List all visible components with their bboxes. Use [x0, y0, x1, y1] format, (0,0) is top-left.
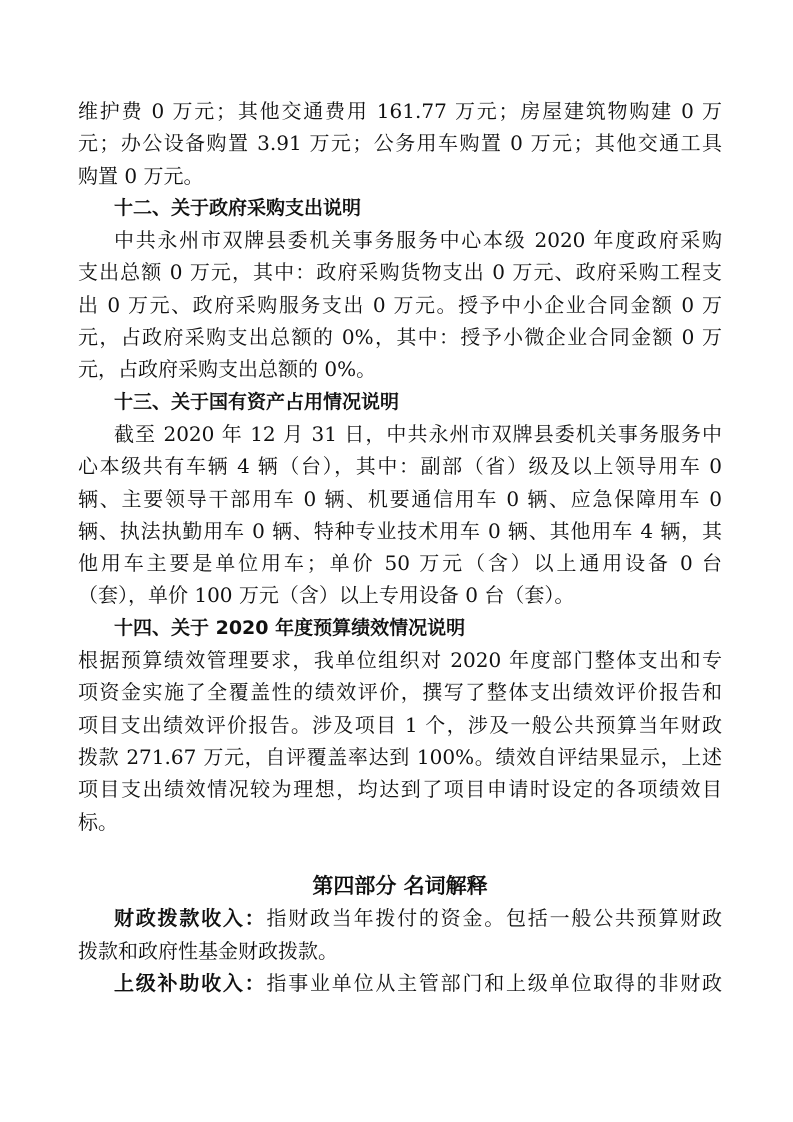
text-line: 项目支出绩效情况较为理想，均达到了项目申请时设定的各项绩效目 — [78, 777, 722, 802]
text-line: 拨款和政府性基金财政拨款。 — [78, 938, 338, 963]
text-line: 购置 0 万元。 — [78, 163, 204, 188]
text-line: 辆、主要领导干部用车 0 辆、机要通信用车 0 辆、应急保障用车 0 — [78, 486, 722, 511]
term-definition — [78, 902, 722, 967]
part-title — [78, 870, 722, 902]
text-line: 辆、执法执勤用车 0 辆、特种专业技术用车 0 辆、其他用车 4 辆，其 — [78, 518, 722, 543]
section-heading — [78, 192, 722, 224]
term-text: 指事业单位从主管部门和上级单位取得的非财政 — [266, 971, 723, 996]
text-line: 截至 2020 年 12 月 31 日，中共永州市双牌县委机关事务服务中 — [114, 421, 722, 446]
term-text: 指财政当年拨付的资金。包括一般公共预算财政 — [266, 906, 723, 931]
paragraph — [78, 95, 722, 192]
text-line: 他用车主要是单位用车；单价 50 万元（含）以上通用设备 0 台 — [78, 551, 722, 576]
text-line: 十二、关于政府采购支出说明 — [114, 196, 362, 219]
paragraph — [78, 644, 722, 838]
text-line: 元，占政府采购支出总额的 0%，其中：授予小微企业合同金额 0 万 — [78, 325, 722, 350]
term-label: 上级补助收入： — [114, 971, 267, 996]
text-line: 十三、关于国有资产占用情况说明 — [114, 390, 400, 413]
text-line: 元；办公设备购置 3.91 万元；公务用车购置 0 万元；其他交通工具 — [78, 131, 722, 156]
text-line: 第四部分 名词解释 — [312, 874, 488, 899]
text-line: 出 0 万元、政府采购服务支出 0 万元。授予中小企业合同金额 0 万 — [78, 292, 722, 317]
blank-line — [78, 838, 722, 870]
text-line: 中共永州市双牌县委机关事务服务中心本级 2020 年度政府采购 — [114, 228, 722, 253]
text-line: 拨款 271.67 万元，自评覆盖率达到 100%。绩效自评结果显示，上述 — [78, 744, 722, 769]
paragraph — [78, 224, 722, 385]
term-definition — [78, 967, 722, 999]
section-heading — [78, 386, 722, 418]
paragraph — [78, 418, 722, 612]
text-line: 元，占政府采购支出总额的 0%。 — [78, 357, 377, 382]
section-heading — [78, 612, 722, 644]
document-page — [78, 95, 722, 999]
text-line: 心本级共有车辆 4 辆（台），其中：副部（省）级及以上领导用车 0 — [78, 454, 722, 479]
text-line: 支出总额 0 万元，其中：政府采购货物支出 0 万元、政府采购工程支 — [78, 260, 722, 285]
text-line: 项资金实施了全覆盖性的绩效评价，撰写了整体支出绩效评价报告和 — [78, 680, 722, 705]
text-line — [78, 902, 722, 934]
text-line: 十四、关于 2020 年度预算绩效情况说明 — [114, 616, 466, 639]
text-line: 项目支出绩效评价报告。涉及项目 1 个，涉及一般公共预算当年财政 — [78, 712, 722, 737]
text-line: 标。 — [78, 809, 118, 834]
text-line: （套），单价 100 万元（含）以上专用设备 0 台（套）。 — [78, 583, 575, 608]
text-line — [78, 967, 722, 999]
text-line: 维护费 0 万元；其他交通费用 161.77 万元；房屋建筑物购建 0 万 — [78, 99, 722, 123]
term-label: 财政拨款收入： — [114, 906, 267, 931]
text-line: 根据预算绩效管理要求，我单位组织对 2020 年度部门整体支出和专 — [78, 648, 722, 673]
